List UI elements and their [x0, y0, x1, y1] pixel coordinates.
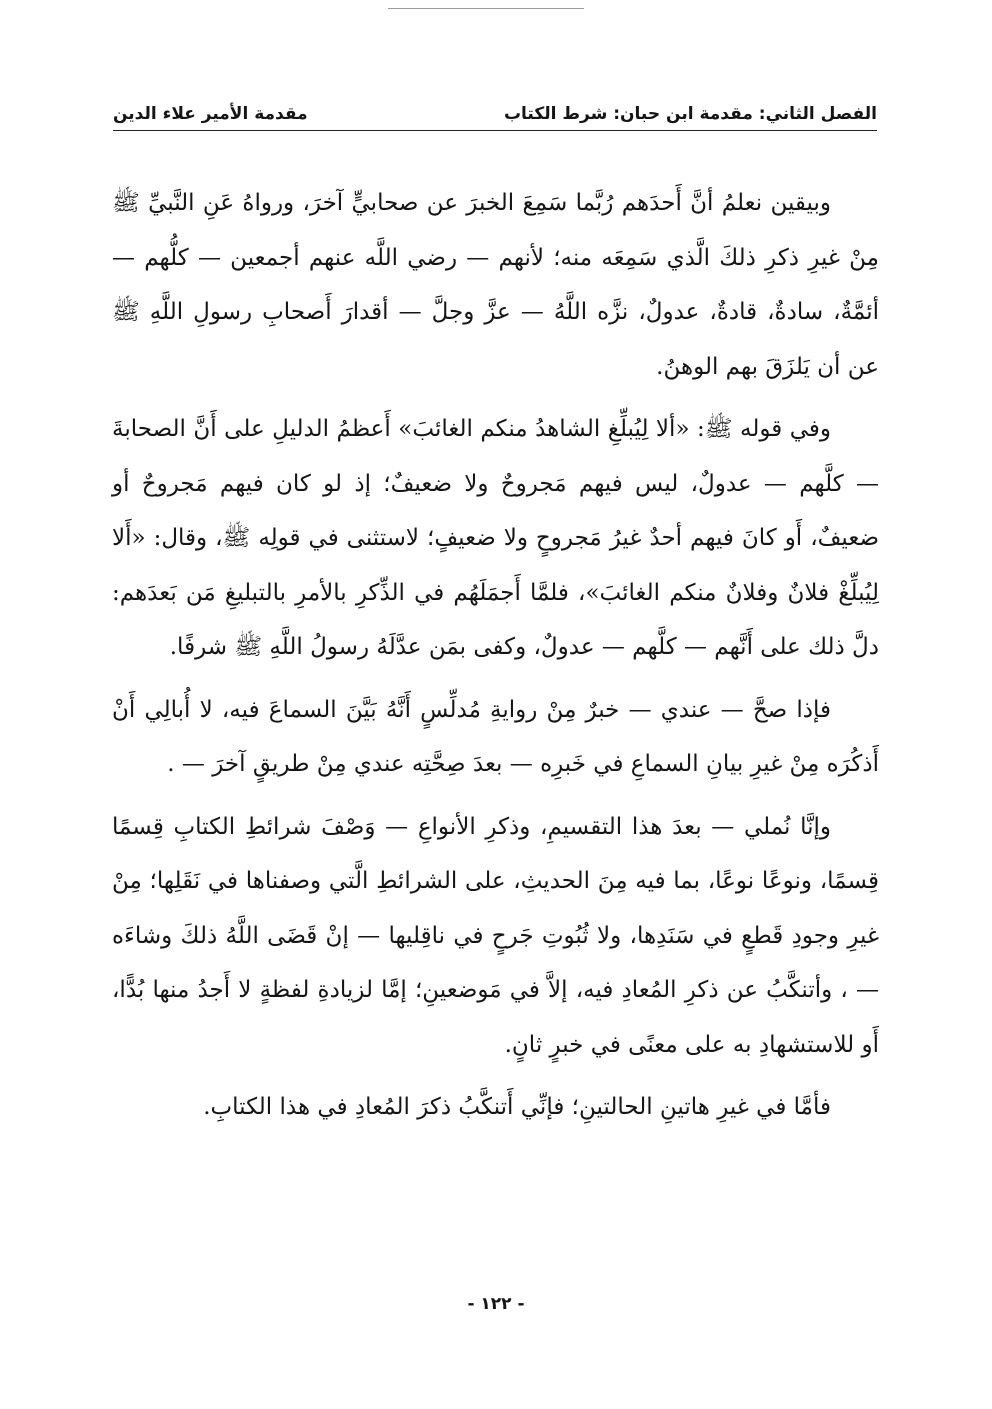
page-number: - ١٢٢ -: [467, 1294, 525, 1314]
section-title: مقدمة الأمير علاء الدين: [113, 104, 308, 124]
header-rule: [113, 130, 877, 131]
running-header: [113, 96, 877, 126]
top-rule: [388, 8, 584, 9]
paragraph-1: وبيقين نعلمُ أنَّ أَحدَهم رُبَّما سَمِعَ الخبرَ عن صحابيٍّ آخرَ، ورواهُ عَنِ النَّبيِّ ﷺ مِنْ غيرِ ذكرِ ذلكَ الَّذي سَمِعَه منه؛ لأنهم — رضي اللَّه عنهم أجمعين — كلُّهم — أئمَّةٌ، سادةٌ، قادةٌ، عدولٌ، نزَّه اللَّهُ — عزَّ وجلَّ — أقدارَ أَصحابِ رسولِ اللَّهِ ﷺ عن أن يَلزَقَ بهم الوهنُ.: [112, 190, 879, 380]
main-text: [112, 176, 879, 1143]
paragraph-4: وإنَّا نُملي — بعدَ هذا التقسيمِ، وذكرِ الأنواعِ — وَصْفَ شرائطِ الكتابِ قِسمًا قِسمًا، ونوعًا نوعًا، بما فيه مِنَ الحديثِ، على الشرائطِ الَّتي وصفناها في نَقَلِها؛ مِنْ غيرِ وجودِ قَطعٍ في سَنَدِها، ولا ثُبُوتِ جَرحٍ في ناقِليها — إنْ قَضَى اللَّهُ ذلكَ وشاءَه — ، وأتنكَّبُ عن ذكرِ المُعادِ فيه، إلاَّ في مَوضعينِ؛ إمَّا لزيادةِ لفظةٍ لا أَجدُ منها بُدًّا، أَو للاستشهادِ به على معنًى في خبرٍ ثانٍ.: [112, 813, 879, 1058]
paragraph-2: وفي قوله ﷺ: «ألا لِيُبلِّغِ الشاهدُ منكم الغائبَ» أَعظمُ الدليلِ على أَنَّ الصحابةَ — كلَّهم — عدولٌ، ليس فيهم مَجروحٌ ولا ضعيفٌ؛ إذ لو كان فيهم مَجروحٌ أو ضعيفٌ، أَو كانَ فيهم أحدٌ غيرُ مَجروحٍ ولا ضعيفٍ؛ لاستثنى في قولِه ﷺ، وقال: «أَلا لِيُبلِّغْ فلانٌ وفلانٌ منكم الغائبَ»، فلمَّا أَجمَلَهُم في الذِّكرِ بالأمرِ بالتبليغِ مَن بَعدَهم: دلَّ ذلك على أَنَّهم — كلَّهم — عدولٌ، وكفى بمَن عدَّلَهُ رسولُ اللَّهِ ﷺ شرفًا.: [112, 416, 879, 660]
paragraph-5: فأمَّا في غيرِ هاتينِ الحالتينِ؛ فإنِّي أَتنكَّبُ ذكرَ المُعادِ في هذا الكتابِ.: [203, 1094, 831, 1120]
paragraph-3: فإذا صحَّ — عندي — خبرٌ مِنْ روايةِ مُدلِّسٍ أَنَّهُ بَيَّنَ السماعَ فيه، لا أُبالِي أَنْ أَذكُرَه مِنْ غيرِ بيانِ السماعِ في خَبرِه — بعدَ صِحَّتِه عندي مِنْ طريقٍ آخرَ — .: [112, 696, 879, 777]
chapter-title: الفصل الثاني: مقدمة ابن حبان: شرط الكتاب: [503, 104, 877, 124]
